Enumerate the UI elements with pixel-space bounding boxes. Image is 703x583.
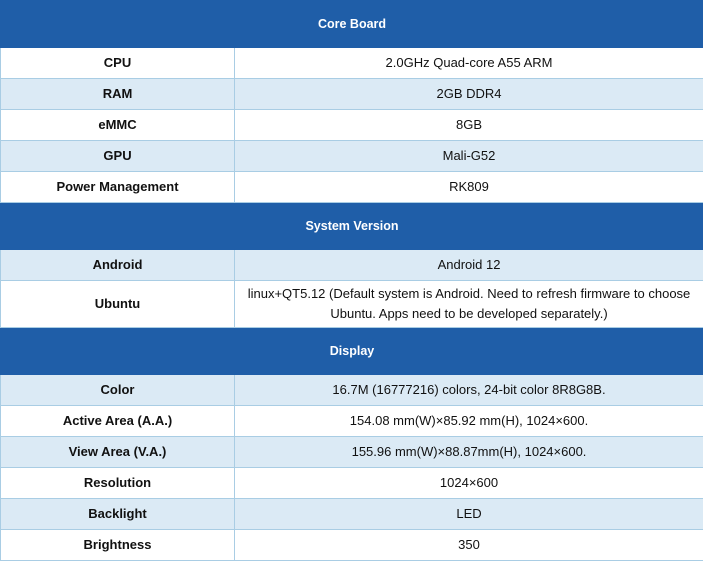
section-header-display xyxy=(1,328,703,375)
spec-value: 154.08 mm(W)×85.92 mm(H), 1024×600. xyxy=(235,406,703,437)
spec-value: 2GB DDR4 xyxy=(235,79,703,110)
spec-value: 2.0GHz Quad-core A55 ARM xyxy=(235,48,703,79)
spec-row-power-management xyxy=(1,172,703,203)
spec-value: linux+QT5.12 (Default system is Android. Need to refresh firmware to choose Ubuntu. Apps need to be developed separately.) xyxy=(235,281,703,328)
spec-label: Color xyxy=(1,375,235,406)
spec-value: 155.96 mm(W)×88.87mm(H), 1024×600. xyxy=(235,437,703,468)
spec-label: CPU xyxy=(1,48,235,79)
spec-label: RAM xyxy=(1,79,235,110)
spec-value: 16.7M (16777216) colors, 24-bit color 8R8G8B. xyxy=(235,375,703,406)
spec-value: Android 12 xyxy=(235,250,703,281)
spec-row-resolution xyxy=(1,468,703,499)
spec-row-gpu xyxy=(1,141,703,172)
spec-value: LED xyxy=(235,499,703,530)
spec-row-backlight xyxy=(1,499,703,530)
spec-row-ubuntu xyxy=(1,281,703,328)
section-header-core-board xyxy=(1,1,703,48)
spec-row-android xyxy=(1,250,703,281)
spec-row-brightness xyxy=(1,530,703,561)
section-title: Display xyxy=(1,328,703,375)
spec-row-color xyxy=(1,375,703,406)
spec-label: Android xyxy=(1,250,235,281)
spec-label: View Area (V.A.) xyxy=(1,437,235,468)
spec-value: Mali-G52 xyxy=(235,141,703,172)
spec-label: Resolution xyxy=(1,468,235,499)
spec-label: GPU xyxy=(1,141,235,172)
spec-label: eMMC xyxy=(1,110,235,141)
spec-label: Power Management xyxy=(1,172,235,203)
section-header-system-version xyxy=(1,203,703,250)
spec-label: Brightness xyxy=(1,530,235,561)
spec-row-view-area xyxy=(1,437,703,468)
spec-value: 1024×600 xyxy=(235,468,703,499)
spec-label: Ubuntu xyxy=(1,281,235,328)
spec-row-ram xyxy=(1,79,703,110)
spec-row-emmc xyxy=(1,110,703,141)
spec-row-cpu xyxy=(1,48,703,79)
spec-label: Backlight xyxy=(1,499,235,530)
spec-label: Active Area (A.A.) xyxy=(1,406,235,437)
section-title: Core Board xyxy=(1,1,703,48)
spec-value: 350 xyxy=(235,530,703,561)
section-title: System Version xyxy=(1,203,703,250)
spec-value: 8GB xyxy=(235,110,703,141)
spec-value: RK809 xyxy=(235,172,703,203)
spec-row-active-area xyxy=(1,406,703,437)
